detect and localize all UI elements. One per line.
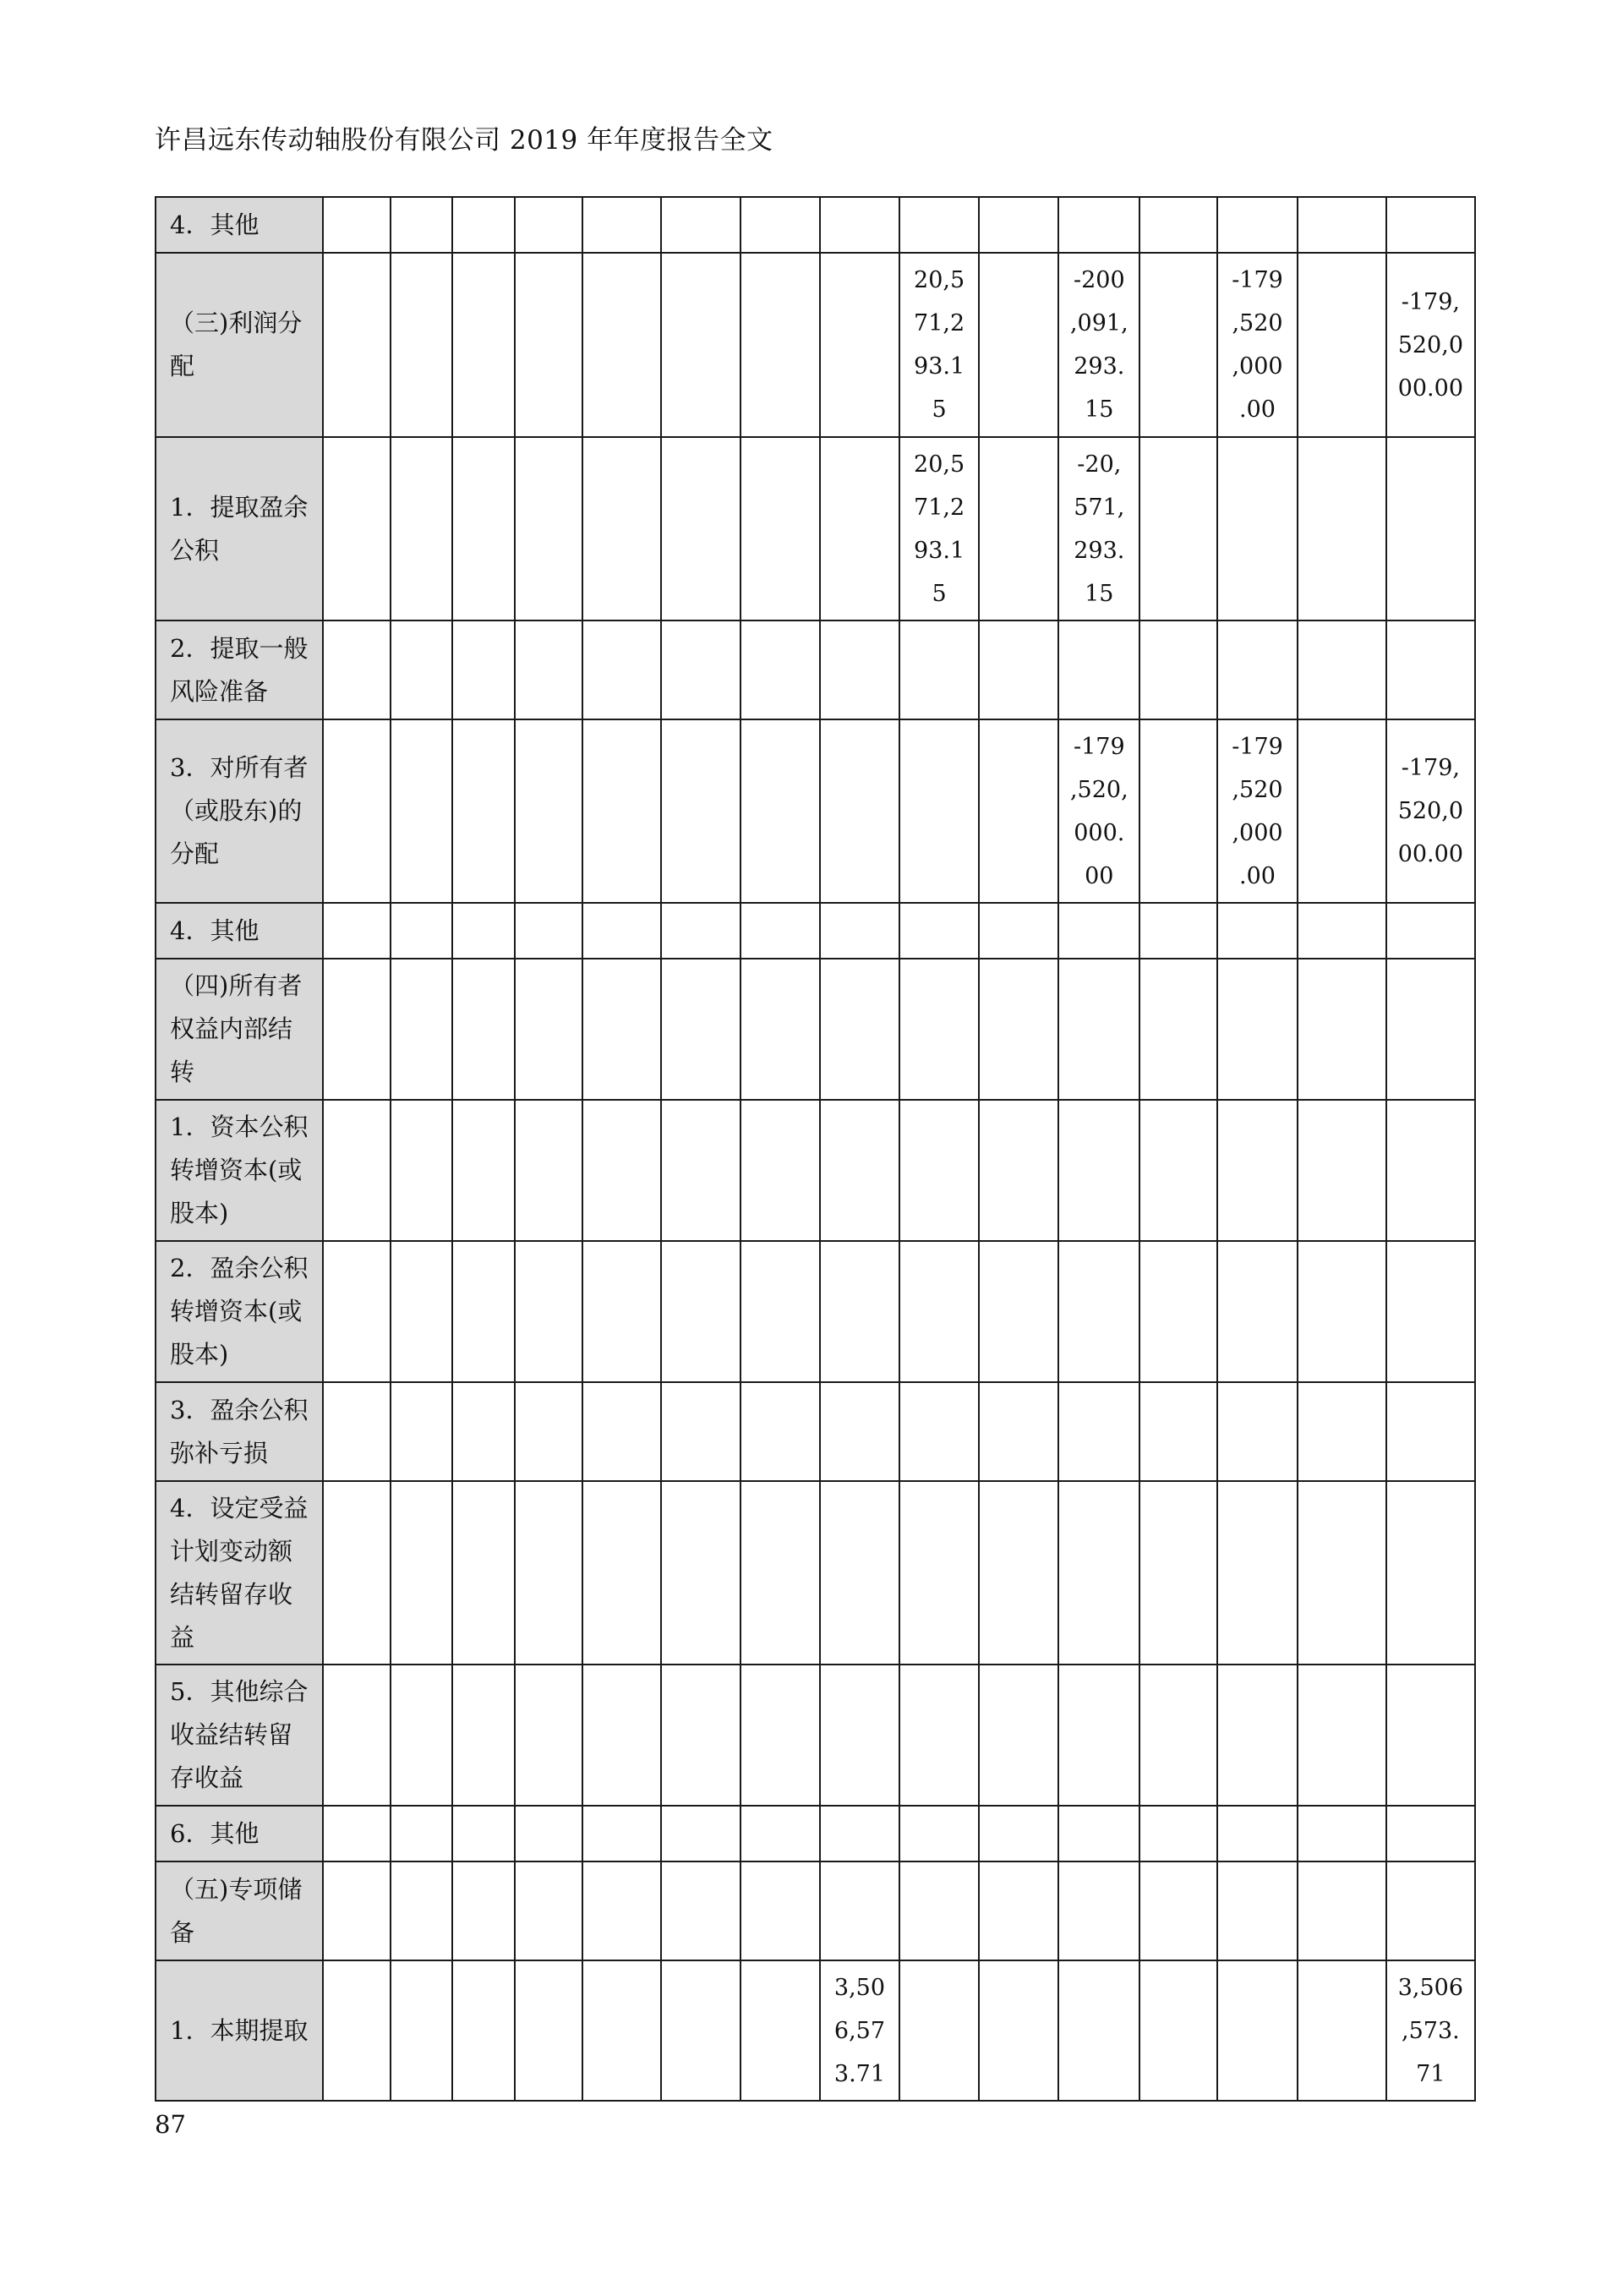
value-cell	[740, 1241, 820, 1382]
value-cell	[1058, 437, 1139, 620]
value-cell	[1298, 1806, 1386, 1861]
value-cell	[661, 1241, 740, 1382]
table-row	[156, 1241, 1475, 1382]
value-cell	[515, 197, 582, 253]
value-cell	[899, 903, 979, 959]
row-label: 4．其他	[170, 916, 260, 945]
value-cell	[661, 1806, 740, 1861]
value-cell	[1058, 1241, 1139, 1382]
row-label: 4．其他	[170, 210, 260, 239]
value-cell	[740, 1382, 820, 1481]
cell-value: 3,50 6,57 3.71	[833, 1974, 886, 2087]
value-cell	[1298, 437, 1386, 620]
value-cell	[391, 620, 452, 719]
value-cell	[582, 1382, 661, 1481]
value-cell	[1139, 1665, 1217, 1806]
value-cell	[582, 1806, 661, 1861]
value-cell	[515, 1382, 582, 1481]
value-cell	[1139, 1100, 1217, 1241]
table-row	[156, 437, 1475, 620]
cell-value: -179, 520,0 00.00	[1397, 755, 1463, 867]
value-cell	[452, 1665, 514, 1806]
value-cell	[1386, 1382, 1475, 1481]
value-cell	[1217, 620, 1297, 719]
value-cell	[582, 1481, 661, 1665]
value-cell	[661, 197, 740, 253]
value-cell	[1217, 959, 1297, 1100]
value-cell	[979, 197, 1058, 253]
value-cell	[740, 1806, 820, 1861]
row-label-cell	[156, 1100, 323, 1241]
value-cell	[661, 1100, 740, 1241]
cell-value: -179 ,520, 000. 00	[1069, 733, 1128, 889]
row-label: （三)利润分 配	[170, 309, 303, 380]
value-cell	[582, 959, 661, 1100]
value-cell	[1058, 1806, 1139, 1861]
value-cell	[1139, 1241, 1217, 1382]
value-cell	[1217, 197, 1297, 253]
value-cell	[1139, 719, 1217, 903]
value-cell	[582, 1960, 661, 2101]
value-cell	[820, 1481, 899, 1665]
value-cell	[391, 1665, 452, 1806]
value-cell	[820, 1861, 899, 1960]
value-cell	[582, 437, 661, 620]
value-cell	[1217, 253, 1297, 437]
value-cell	[740, 1100, 820, 1241]
value-cell	[452, 1382, 514, 1481]
value-cell	[1058, 1861, 1139, 1960]
value-cell	[1298, 1481, 1386, 1665]
row-label: 5．其他综合 收益结转留 存收益	[170, 1677, 309, 1792]
value-cell	[979, 253, 1058, 437]
value-cell	[661, 1861, 740, 1960]
value-cell	[1298, 1861, 1386, 1960]
value-cell	[1386, 1665, 1475, 1806]
value-cell	[1386, 253, 1475, 437]
value-cell	[1139, 437, 1217, 620]
value-cell	[1058, 1382, 1139, 1481]
value-cell	[661, 1382, 740, 1481]
value-cell	[1217, 1806, 1297, 1861]
cell-value: -200 ,091, 293. 15	[1069, 267, 1128, 423]
document-header: 许昌远东传动轴股份有限公司 2019 年年度报告全文	[155, 125, 773, 156]
value-cell	[452, 1861, 514, 1960]
value-cell	[899, 1960, 979, 2101]
value-cell	[515, 1665, 582, 1806]
row-label: 1．提取盈余 公积	[170, 492, 309, 565]
cell-value: -20, 571, 293. 15	[1074, 451, 1125, 607]
value-cell	[740, 1861, 820, 1960]
value-cell	[899, 437, 979, 620]
value-cell	[979, 1100, 1058, 1241]
value-cell	[1139, 1861, 1217, 1960]
value-cell	[661, 1481, 740, 1665]
value-cell	[391, 1481, 452, 1665]
value-cell	[323, 719, 391, 903]
cell-value: 3,506 ,573. 71	[1397, 1974, 1463, 2087]
row-label: 3．盈余公积 弥补亏损	[170, 1395, 309, 1468]
value-cell	[979, 1960, 1058, 2101]
value-cell	[452, 959, 514, 1100]
value-cell	[515, 959, 582, 1100]
value-cell	[323, 437, 391, 620]
value-cell	[515, 620, 582, 719]
value-cell	[979, 620, 1058, 719]
value-cell	[1386, 1241, 1475, 1382]
value-cell	[323, 620, 391, 719]
value-cell	[323, 1481, 391, 1665]
value-cell	[979, 1481, 1058, 1665]
value-cell	[1058, 903, 1139, 959]
value-cell	[899, 1665, 979, 1806]
value-cell	[452, 620, 514, 719]
value-cell	[323, 1861, 391, 1960]
value-cell	[740, 903, 820, 959]
value-cell	[582, 1100, 661, 1241]
value-cell	[391, 1100, 452, 1241]
value-cell	[1386, 437, 1475, 620]
row-label-cell	[156, 197, 323, 253]
value-cell	[899, 197, 979, 253]
value-cell	[1386, 719, 1475, 903]
table-row	[156, 719, 1475, 903]
table-row	[156, 1960, 1475, 2101]
value-cell	[515, 1861, 582, 1960]
value-cell	[661, 253, 740, 437]
row-label: 1．资本公积 转增资本(或 股本)	[170, 1112, 309, 1227]
value-cell	[979, 437, 1058, 620]
value-cell	[979, 959, 1058, 1100]
row-label-cell	[156, 903, 323, 959]
value-cell	[1386, 1960, 1475, 2101]
value-cell	[979, 1861, 1058, 1960]
table-row	[156, 1665, 1475, 1806]
value-cell	[452, 253, 514, 437]
table-row	[156, 253, 1475, 437]
value-cell	[515, 719, 582, 903]
value-cell	[1298, 1960, 1386, 2101]
table-row	[156, 197, 1475, 253]
value-cell	[452, 903, 514, 959]
value-cell	[1139, 197, 1217, 253]
row-label-cell	[156, 253, 323, 437]
row-label-cell	[156, 1806, 323, 1861]
value-cell	[740, 437, 820, 620]
value-cell	[1058, 1481, 1139, 1665]
value-cell	[323, 197, 391, 253]
value-cell	[391, 253, 452, 437]
value-cell	[515, 1960, 582, 2101]
value-cell	[979, 1382, 1058, 1481]
value-cell	[979, 1241, 1058, 1382]
value-cell	[391, 1806, 452, 1861]
value-cell	[899, 253, 979, 437]
value-cell	[1058, 1100, 1139, 1241]
value-cell	[515, 1100, 582, 1241]
table-row	[156, 959, 1475, 1100]
table-row	[156, 1806, 1475, 1861]
value-cell	[661, 959, 740, 1100]
value-cell	[740, 1960, 820, 2101]
row-label: 2．盈余公积 转增资本(或 股本)	[170, 1254, 309, 1369]
value-cell	[582, 1665, 661, 1806]
value-cell	[323, 1806, 391, 1861]
value-cell	[1139, 620, 1217, 719]
value-cell	[1386, 197, 1475, 253]
value-cell	[1058, 959, 1139, 1100]
value-cell	[1058, 1665, 1139, 1806]
value-cell	[1298, 903, 1386, 959]
value-cell	[323, 1382, 391, 1481]
row-label: 1．本期提取	[170, 2015, 309, 2045]
table-row	[156, 1382, 1475, 1481]
value-cell	[1386, 620, 1475, 719]
value-cell	[1139, 1481, 1217, 1665]
value-cell	[1058, 197, 1139, 253]
row-label-cell	[156, 1241, 323, 1382]
value-cell	[391, 1382, 452, 1481]
value-cell	[820, 1100, 899, 1241]
value-cell	[1139, 903, 1217, 959]
value-cell	[820, 1241, 899, 1382]
value-cell	[1058, 620, 1139, 719]
value-cell	[452, 1806, 514, 1861]
cell-value: -179, 520,0 00.00	[1397, 288, 1463, 402]
value-cell	[899, 1382, 979, 1481]
row-label-cell	[156, 1861, 323, 1960]
value-cell	[452, 1241, 514, 1382]
value-cell	[1217, 437, 1297, 620]
value-cell	[820, 959, 899, 1100]
value-cell	[1298, 719, 1386, 903]
cell-value: 20,5 71,2 93.1 5	[914, 267, 965, 423]
table-body	[156, 197, 1475, 2101]
value-cell	[899, 959, 979, 1100]
value-cell	[740, 1481, 820, 1665]
value-cell	[661, 437, 740, 620]
row-label: 4．设定受益 计划变动额 结转留存收 益	[170, 1493, 309, 1652]
value-cell	[582, 253, 661, 437]
row-label: （四)所有者 权益内部结 转	[170, 971, 303, 1086]
value-cell	[1139, 1382, 1217, 1481]
value-cell	[1217, 719, 1297, 903]
value-cell	[1386, 959, 1475, 1100]
row-label-cell	[156, 620, 323, 719]
value-cell	[820, 197, 899, 253]
value-cell	[820, 1382, 899, 1481]
value-cell	[820, 620, 899, 719]
value-cell	[1139, 1806, 1217, 1861]
value-cell	[582, 719, 661, 903]
value-cell	[515, 437, 582, 620]
value-cell	[391, 1960, 452, 2101]
value-cell	[1217, 1960, 1297, 2101]
value-cell	[661, 620, 740, 719]
value-cell	[820, 1665, 899, 1806]
value-cell	[582, 620, 661, 719]
value-cell	[582, 1861, 661, 1960]
value-cell	[820, 903, 899, 959]
value-cell	[452, 197, 514, 253]
value-cell	[323, 1665, 391, 1806]
value-cell	[661, 719, 740, 903]
value-cell	[391, 719, 452, 903]
value-cell	[323, 903, 391, 959]
value-cell	[582, 1241, 661, 1382]
value-cell	[740, 1665, 820, 1806]
value-cell	[452, 1960, 514, 2101]
value-cell	[1217, 1665, 1297, 1806]
value-cell	[452, 1100, 514, 1241]
value-cell	[1058, 1960, 1139, 2101]
value-cell	[1386, 1481, 1475, 1665]
value-cell	[1386, 903, 1475, 959]
value-cell	[391, 1861, 452, 1960]
cell-value: -179 ,520 ,000 .00	[1232, 733, 1283, 889]
value-cell	[323, 1100, 391, 1241]
value-cell	[515, 1241, 582, 1382]
value-cell	[515, 1806, 582, 1861]
value-cell	[1217, 1481, 1297, 1665]
value-cell	[899, 1806, 979, 1861]
value-cell	[820, 253, 899, 437]
value-cell	[323, 253, 391, 437]
row-label: （五)专项储 备	[170, 1874, 303, 1947]
value-cell	[515, 253, 582, 437]
value-cell	[899, 1100, 979, 1241]
value-cell	[1386, 1861, 1475, 1960]
row-label-cell	[156, 1382, 323, 1481]
value-cell	[820, 1806, 899, 1861]
table-row	[156, 1861, 1475, 1960]
value-cell	[740, 253, 820, 437]
value-cell	[979, 1806, 1058, 1861]
value-cell	[1298, 197, 1386, 253]
value-cell	[740, 620, 820, 719]
table-row	[156, 1481, 1475, 1665]
row-label: 6．其他	[170, 1818, 260, 1848]
value-cell	[661, 1665, 740, 1806]
value-cell	[1386, 1100, 1475, 1241]
value-cell	[391, 437, 452, 620]
value-cell	[1058, 253, 1139, 437]
value-cell	[452, 437, 514, 620]
value-cell	[1386, 1806, 1475, 1861]
value-cell	[979, 1665, 1058, 1806]
value-cell	[1139, 959, 1217, 1100]
value-cell	[391, 1241, 452, 1382]
row-label-cell	[156, 437, 323, 620]
value-cell	[899, 620, 979, 719]
row-label-cell	[156, 1481, 323, 1665]
value-cell	[979, 903, 1058, 959]
value-cell	[1217, 1241, 1297, 1382]
value-cell	[391, 197, 452, 253]
value-cell	[661, 1960, 740, 2101]
value-cell	[452, 719, 514, 903]
value-cell	[1217, 1382, 1297, 1481]
value-cell	[740, 197, 820, 253]
value-cell	[820, 719, 899, 903]
value-cell	[323, 1241, 391, 1382]
value-cell	[1139, 1960, 1217, 2101]
value-cell	[1298, 620, 1386, 719]
value-cell	[899, 1861, 979, 1960]
value-cell	[820, 1960, 899, 2101]
value-cell	[1298, 1665, 1386, 1806]
value-cell	[515, 903, 582, 959]
page-number: 87	[155, 2110, 186, 2139]
value-cell	[979, 719, 1058, 903]
value-cell	[391, 959, 452, 1100]
equity-changes-table	[155, 196, 1476, 2102]
value-cell	[1298, 1382, 1386, 1481]
value-cell	[1139, 253, 1217, 437]
value-cell	[740, 719, 820, 903]
value-cell	[1298, 1241, 1386, 1382]
row-label-cell	[156, 1665, 323, 1806]
cell-value: 20,5 71,2 93.1 5	[914, 451, 965, 607]
value-cell	[1058, 719, 1139, 903]
value-cell	[515, 1481, 582, 1665]
row-label-cell	[156, 719, 323, 903]
value-cell	[740, 959, 820, 1100]
value-cell	[661, 903, 740, 959]
value-cell	[899, 1241, 979, 1382]
value-cell	[1217, 1861, 1297, 1960]
value-cell	[391, 903, 452, 959]
row-label-cell	[156, 1960, 323, 2101]
value-cell	[323, 959, 391, 1100]
row-label: 2．提取一般 风险准备	[170, 633, 309, 706]
value-cell	[582, 197, 661, 253]
row-label: 3．对所有者 （或股东)的 分配	[170, 753, 309, 868]
value-cell	[1217, 903, 1297, 959]
value-cell	[820, 437, 899, 620]
table-row	[156, 1100, 1475, 1241]
row-label-cell	[156, 959, 323, 1100]
value-cell	[899, 719, 979, 903]
table-row	[156, 620, 1475, 719]
value-cell	[323, 1960, 391, 2101]
table-row	[156, 903, 1475, 959]
value-cell	[1298, 253, 1386, 437]
value-cell	[899, 1481, 979, 1665]
value-cell	[1298, 959, 1386, 1100]
cell-value: -179 ,520 ,000 .00	[1232, 267, 1283, 423]
value-cell	[582, 903, 661, 959]
value-cell	[1217, 1100, 1297, 1241]
value-cell	[1298, 1100, 1386, 1241]
value-cell	[452, 1481, 514, 1665]
